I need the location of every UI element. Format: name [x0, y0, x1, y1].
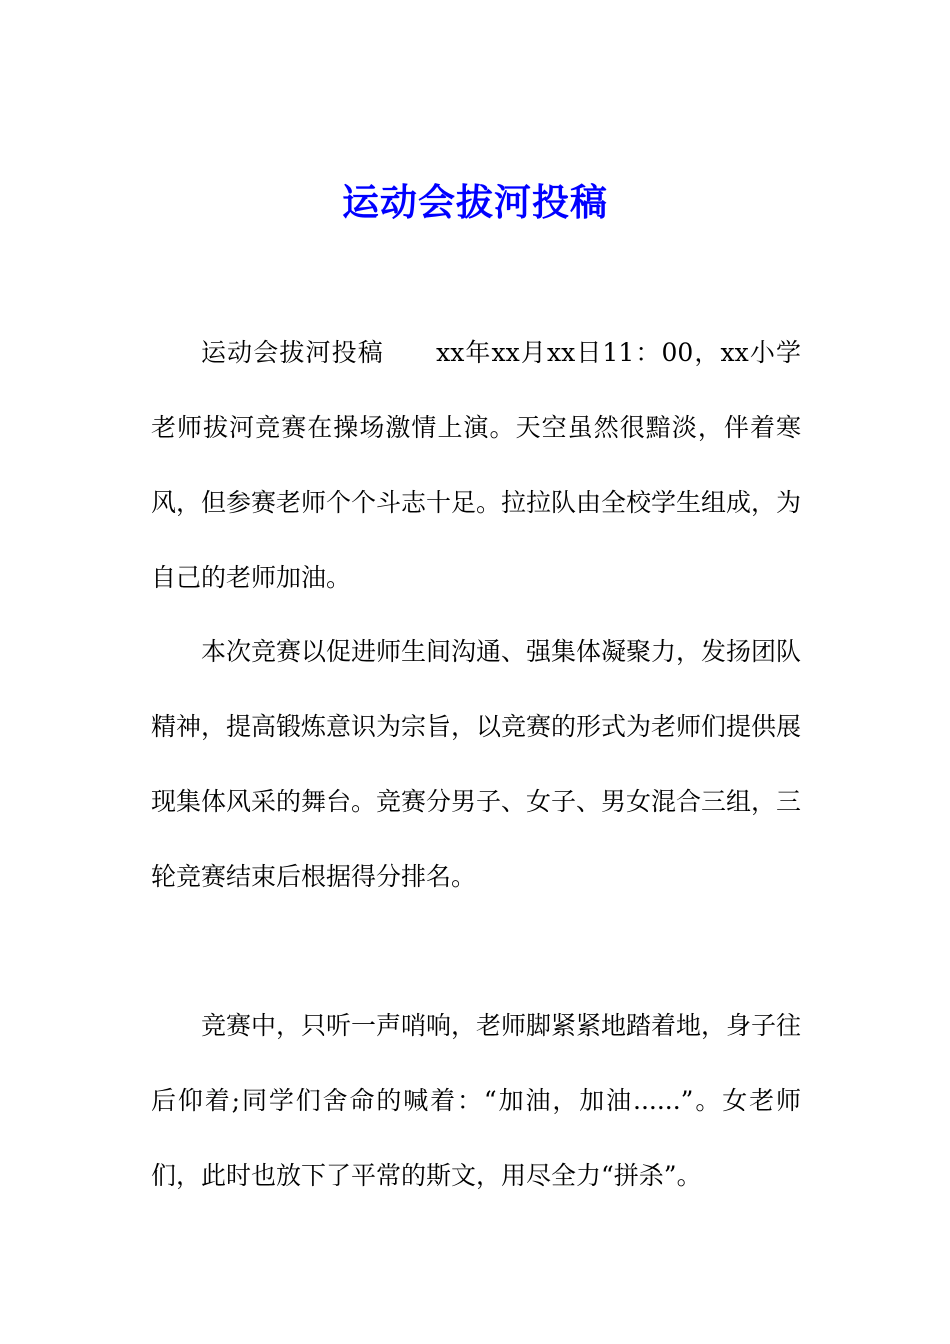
document-title: 运动会拔河投稿: [342, 180, 608, 224]
paragraph-1: 运动会拔河投稿 xx年xx月xx日11：00，xx小学老师拔河竞赛在操场激情上演。天空虽然很黯淡，伴着寒风，但参赛老师个个斗志十足。拉拉队由全校学生组成，为自己的老师加油。: [151, 338, 802, 592]
paragraph-3: 竞赛中，只听一声哨响，老师脚紧紧地踏着地，身子往后仰着;同学们舍命的喊着：“加油，加油......”。女老师们，此时也放下了平常的斯文，用尽全力“拼杀”。: [151, 1011, 802, 1190]
paragraph-block-3: [151, 988, 801, 1213]
paragraph-2: 本次竞赛以促进师生间沟通、强集体凝聚力，发扬团队精神，提高锻炼意识为宗旨，以竞赛的形式为老师们提供展现集体风采的舞台。竞赛分男子、女子、男女混合三组，三轮竞赛结束后根据得分排名。: [151, 637, 802, 891]
paragraph-block-2: [151, 614, 801, 914]
paragraph-block-1: [151, 315, 801, 615]
